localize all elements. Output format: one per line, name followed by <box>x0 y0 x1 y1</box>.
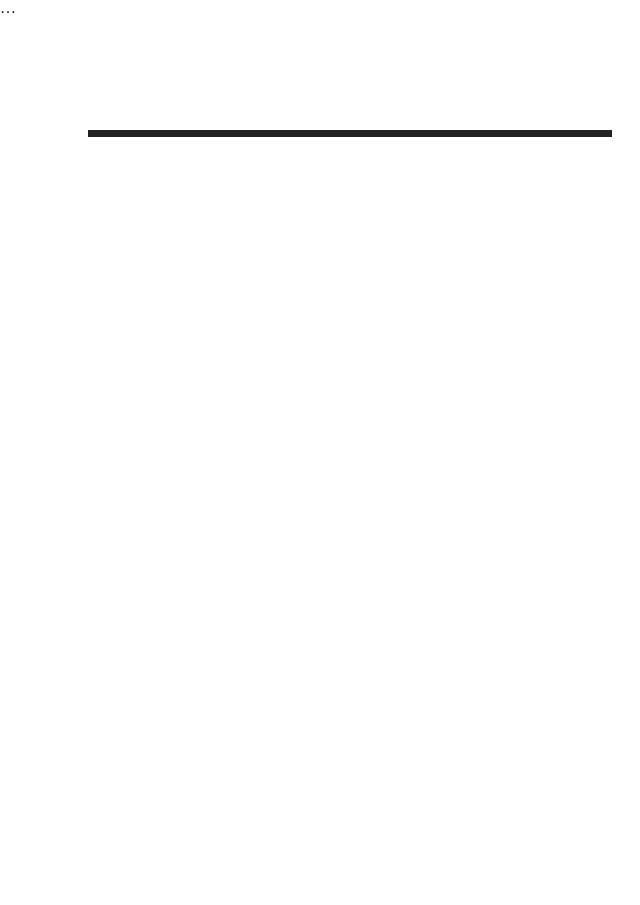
row-characteristic <box>123 136 386 137</box>
row-num <box>89 136 123 137</box>
row-description <box>386 136 612 137</box>
table-row <box>89 136 612 137</box>
object-info-table <box>88 130 612 137</box>
